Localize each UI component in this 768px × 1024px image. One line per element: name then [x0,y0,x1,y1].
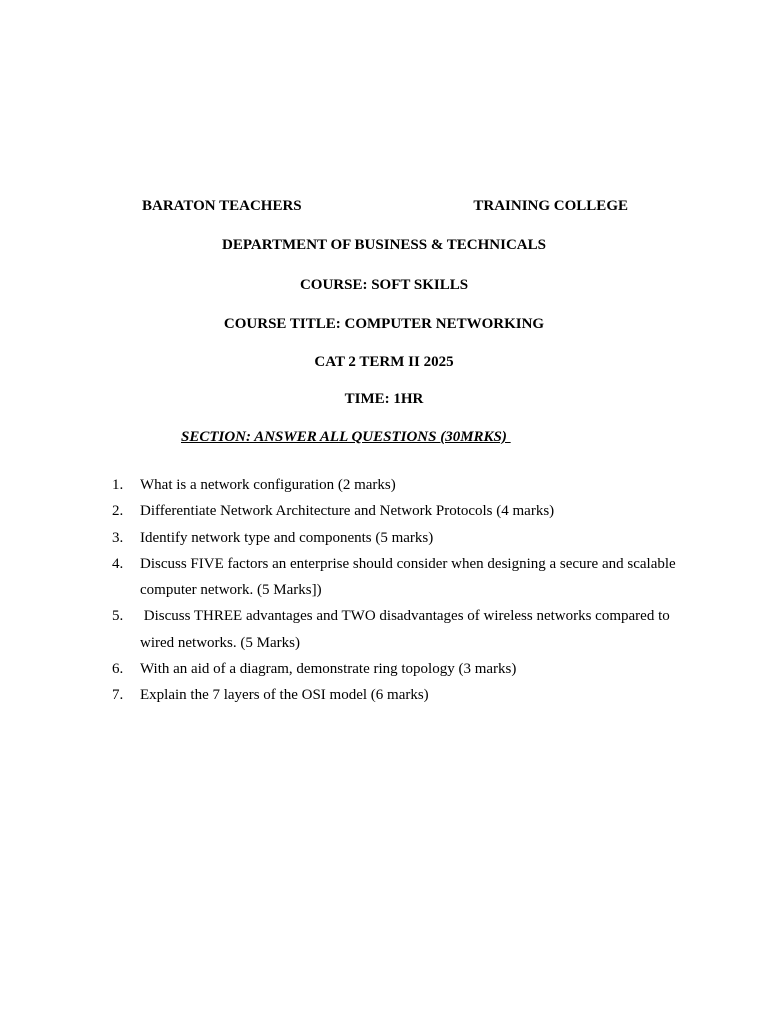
question-number: 7. [112,687,124,704]
question-item [108,551,688,604]
institution-name-left: BARATON TEACHERS [142,198,302,214]
course-heading: COURSE: SOFT SKILLS [299,277,469,293]
question-text: Identify network type and components (5 marks) [140,529,434,546]
question-number: 2. [112,503,124,520]
question-text: With an aid of a diagram, demonstrate ring topology (3 marks) [140,661,517,678]
question-text: What is a network configuration (2 marks) [140,477,396,493]
question-text: Discuss THREE advantages and TWO disadvantages of wireless networks compared to wired networks. (5 Marks) [140,608,674,651]
exam-heading: CAT 2 TERM II 2025 [314,354,454,370]
question-item [108,498,688,524]
question-item [108,472,688,498]
question-number: 1. [112,477,124,493]
time-heading: TIME: 1HR [344,391,424,407]
question-number: 6. [112,661,124,678]
question-item [108,603,688,656]
course-title-heading: COURSE TITLE: COMPUTER NETWORKING [223,316,545,332]
question-list [108,472,688,709]
institution-header [142,196,628,216]
section-title: SECTION: ANSWER ALL QUESTIONS (30MRKS) [181,429,511,445]
question-text: Explain the 7 layers of the OSI model (6 marks) [140,687,429,704]
question-number: 3. [112,529,124,546]
question-text: Discuss FIVE factors an enterprise should consider when designing a secure and scalable computer network. (5 Marks]) [140,555,680,599]
department-heading: DEPARTMENT OF BUSINESS & TECHNICALS [222,237,546,253]
question-number: 5. [112,608,124,625]
question-item [108,656,688,682]
question-item [108,525,688,551]
question-item [108,682,688,708]
question-text: Differentiate Network Architecture and Network Protocols (4 marks) [140,503,555,520]
question-number: 4. [112,555,124,572]
institution-name-right: TRAINING COLLEGE [473,198,628,214]
